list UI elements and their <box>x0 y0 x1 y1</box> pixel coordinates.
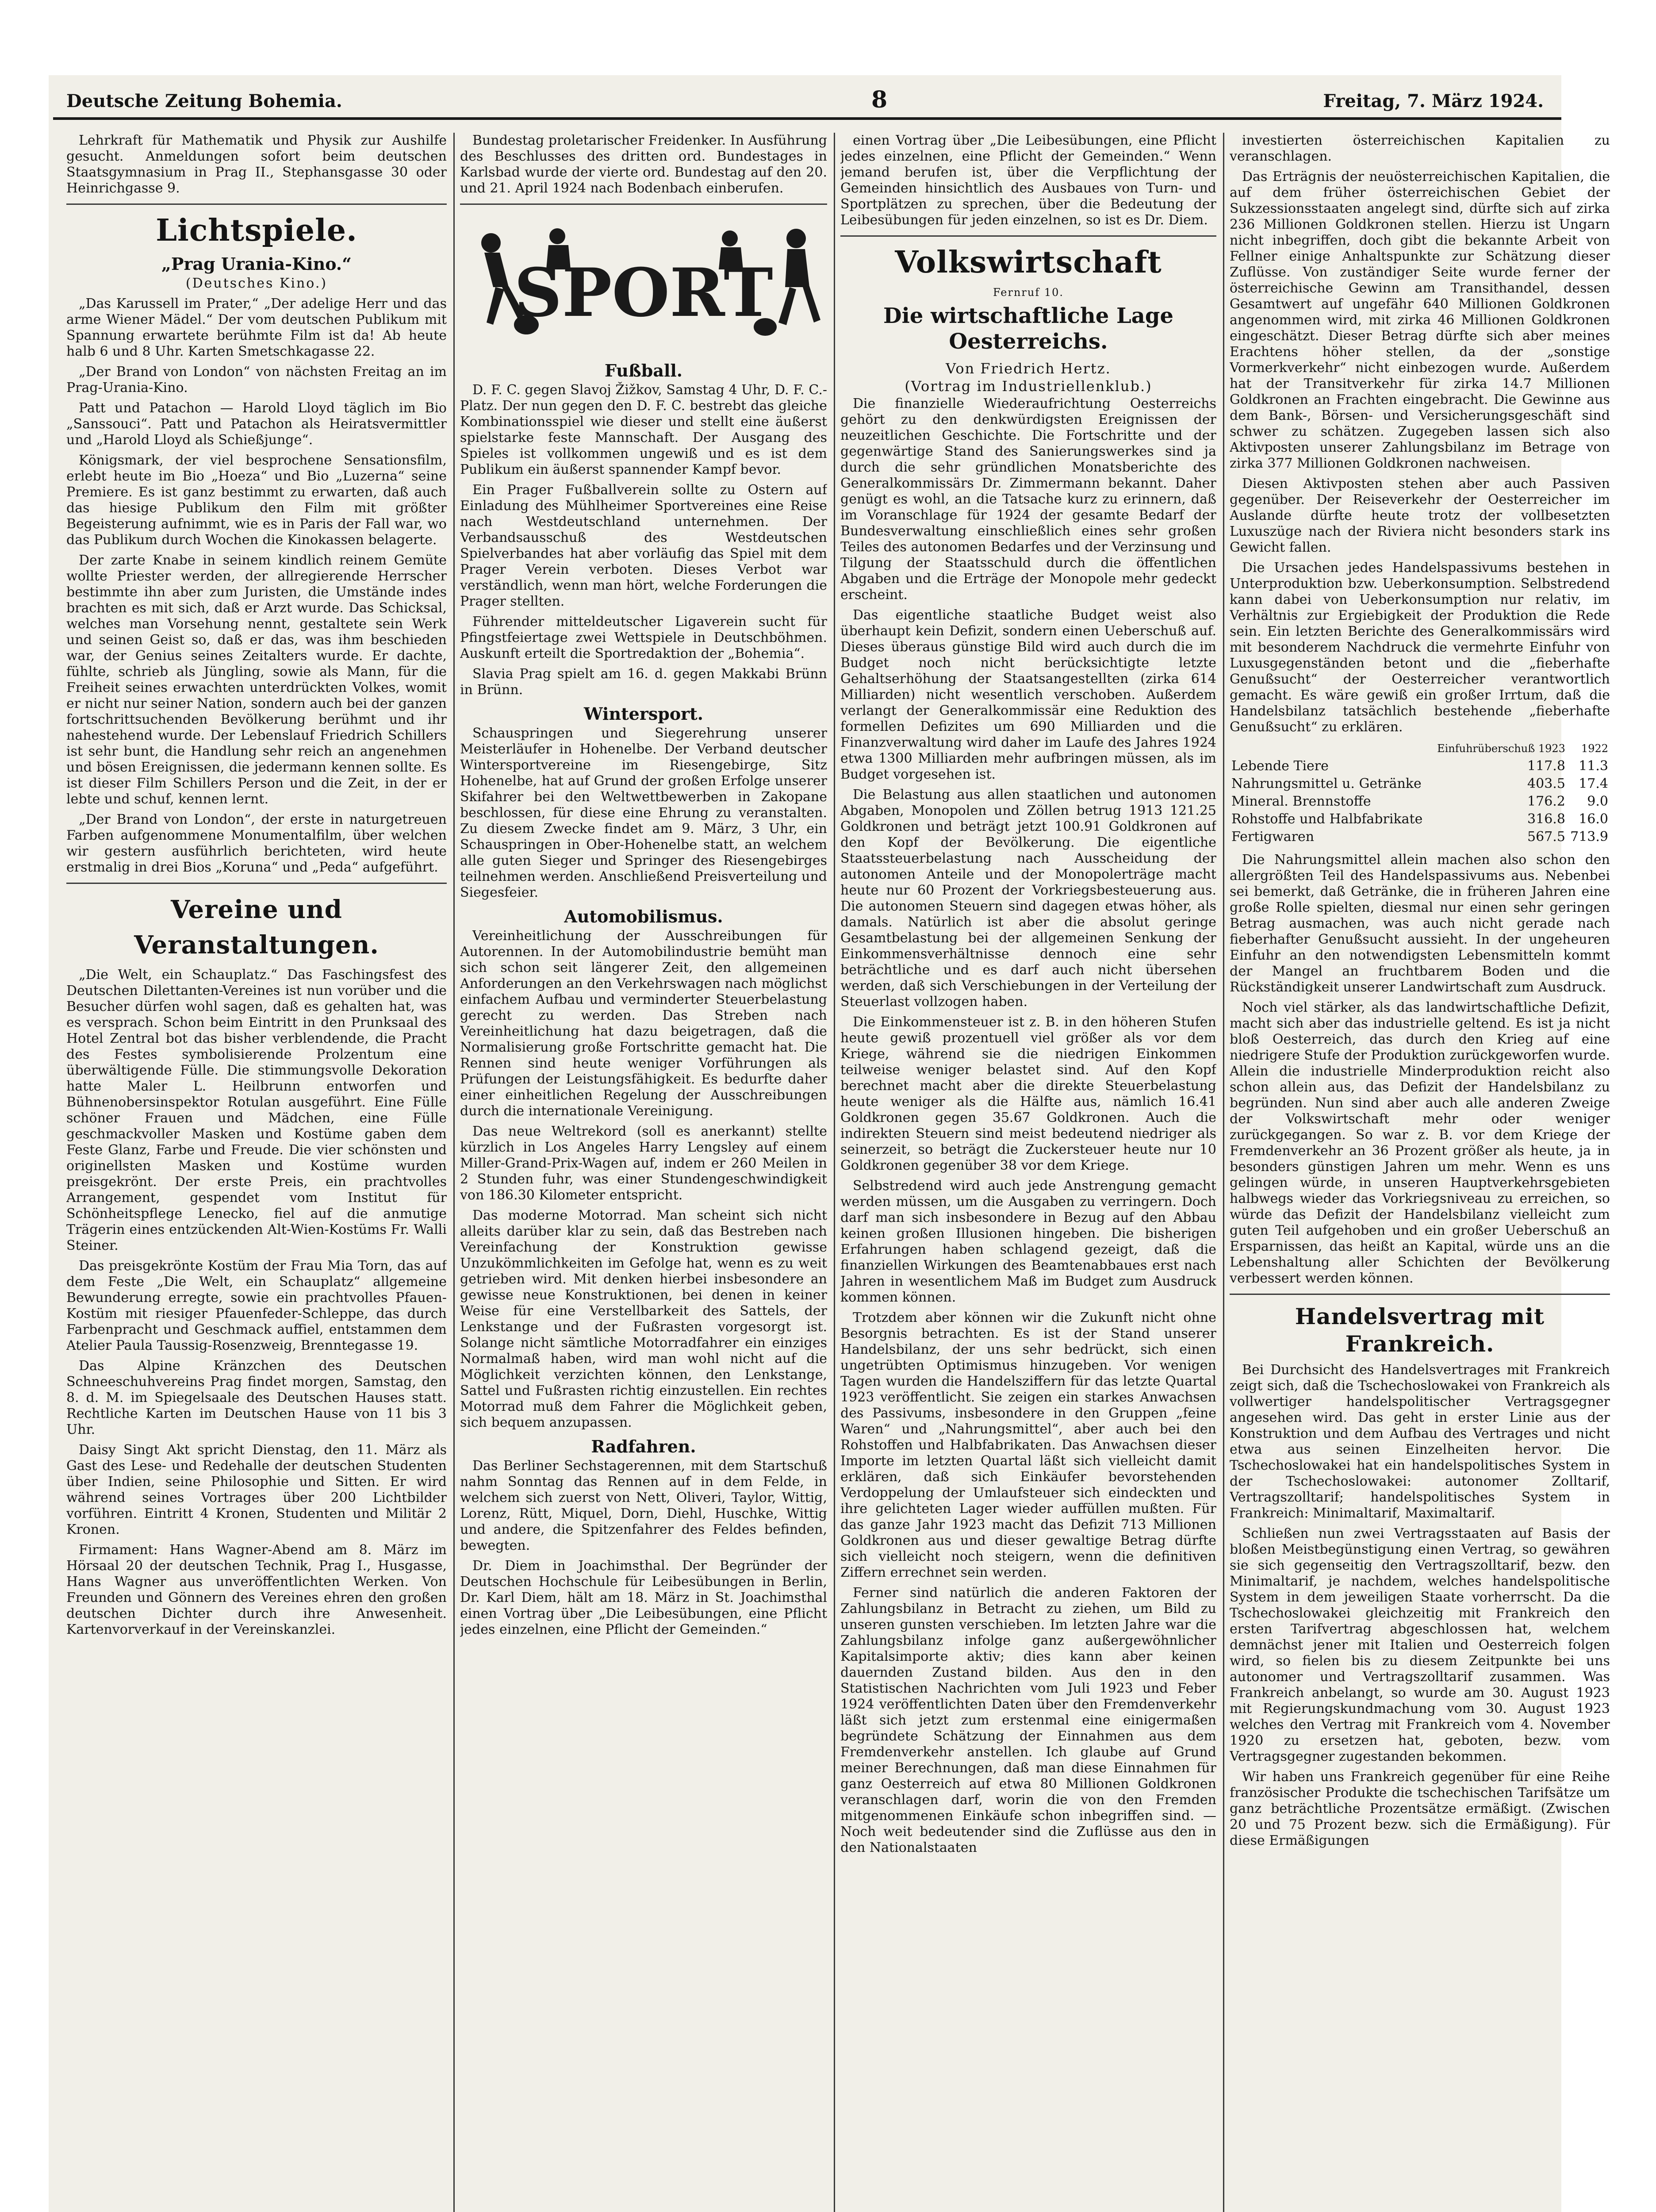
column-3 <box>840 133 1216 2212</box>
table-cell: 16.0 <box>1579 811 1608 827</box>
section-title-handelsvertrag: Handelsvertrag mit Frankreich. <box>1295 1303 1545 1357</box>
article-author: Von Friedrich Hertz. <box>946 360 1111 377</box>
article-paragraph: „Das Karussell im Prater,“ „Der adelige Herr und das arme Wiener Mädel.“ Der vom deutschen Publikum mit Spannung erwartete berühmte Film ist da! Ab heute halb 6 und 8 Uhr. Karten Smetschkagasse 22. <box>66 296 447 359</box>
table-row <box>1230 757 1610 775</box>
subsection-title-radfahren: Radfahren. <box>591 1436 696 1456</box>
table-cell: 713.9 <box>1570 829 1608 845</box>
page-number: 8 <box>871 86 888 113</box>
section-title-lichtspiele: Lichtspiele. <box>156 213 357 248</box>
article-paragraph: Vereinheitlichung der Ausschreibungen für Autorennen. In der Automobilindustrie bemüht man sich schon seit längerer Zeit, den allgemeinen Anforderungen an den Verkehrswagen nach möglichst einfachem Aufbau und verminderter Steuerbelastung gerecht zu werden. Das Streben nach Vereinheitlichung hat dazu beigetragen, daß die Normalisierung große Fortschritte gemacht hat. Die Rennen sind heute weniger Vorführungen als Prüfungen der Leistungsfähigkeit. Es bedurfte daher einer einheitlichen Regelung der Ausschreibungen durch die internationale Vereinigung. <box>460 928 827 1119</box>
table-cell: 9.0 <box>1587 794 1608 809</box>
divider <box>460 204 827 205</box>
article-paragraph: Slavia Prag spielt am 16. d. gegen Makkabi Brünn in Brünn. <box>460 666 827 698</box>
table-row <box>1230 793 1610 810</box>
table-cell: Mineral. Brennstoffe <box>1231 794 1371 809</box>
article-paragraph: D. F. C. gegen Slavoj Žižkov, Samstag 4 Uhr, D. F. C.-Platz. Der nun gegen den D. F. C. bestrebt das gleiche Kombinationsspiel wie dieser und stellt eine äußerst spielstarke feste Mannschaft. Der Ausgang des Spieles ist vollkommen ungewiß und es ist dem Publikum ein äußerst spannender Kampf bevor. <box>460 382 827 477</box>
divider <box>66 204 447 205</box>
table-cell: 17.4 <box>1579 776 1608 791</box>
table-cell: 176.2 <box>1527 794 1565 809</box>
column-1 <box>66 133 447 2212</box>
article-paragraph: Wir haben uns Frankreich gegenüber für eine Reihe französischer Produkte die tschechischen Tarifsätze um ganz beträchtliche Prozentsätze ermäßigt. (Zwischen 20 und 75 Prozent bezw. sich die Ermäßigung). Für diese Ermäßigungen <box>1230 1769 1610 1848</box>
article-paragraph: Die Nahrungsmittel allein machen also schon den allergrößten Teil des Handelspassivums aus. Nebenbei sei bemerkt, daß Getränke, die in früheren Jahren eine große Rolle spielten, diesmal nur einen sehr geringen Betrag ausmachen, was auch nicht gerade nach fieberhafter Genußsucht aussieht. In der ungeheuren Einfuhr an den notwendigsten Lebensmitteln kommt der Mangel an fruchtbarem Boden und die Rückständigkeit unserer Landwirtschaft zum Ausdruck. <box>1230 852 1610 995</box>
subsection-title-wintersport: Wintersport. <box>584 704 703 724</box>
column-4 <box>1230 133 1610 2212</box>
article-paragraph: „Die Welt, ein Schauplatz.“ Das Faschingsfest des Deutschen Dilettanten-Vereines ist nun vorüber und die Besucher dürfen wohl sagen, daß es gehalten hat, was es versprach. Schon beim Eintritt in den Prunksaal des Hotel Zentral bot das bisher verblendende, die Pracht des Festes symbolisierende Prolzentum eine überwältigende Fülle. Die stimmungsvolle Dekoration hatte Maler L. Heilbrunn entworfen und Bühnenobersinspektor Rotulan ausgeführt. Eine Fülle schöner Frauen und Mädchen, eine Fülle geschmackvoller Masken und Kostüme gaben dem Feste Glanz, Farbe und Freude. Die vier schönsten und originellsten Masken und Kostüme wurden preisgekrönt. Der erste Preis, ein prachtvolles Arrangement, gespendet vom Institut für Schönheitspflege Lenecko, fiel auf die anmutige Trägerin eines entzückenden Alt-Wien-Kostüms Fr. Walli Steiner. <box>66 967 447 1253</box>
article-paragraph: Dr. Diem in Joachimsthal. Der Begründer der Deutschen Hochschule für Leibesübungen in Berlin, Dr. Karl Diem, hält am 18. März in St. Joachimsthal einen Vortrag über „Die Leibesübungen, eine Pflicht jedes einzelnen, eine Pflicht der Gemeinden.“ <box>460 1558 827 1637</box>
article-paragraph: Königsmark, der viel besprochene Sensationsfilm, erlebt heute im Bio „Hoeza“ und Bio „Luzerna“ seine Premiere. Es ist ganz bestimmt zu erwarten, daß auch das hiesige Publikum den Film mit größter Begeisterung aufnimmt, wie es in Paris der Fall war, wo das Publikum durch Wochen die Kinokassen belagerte. <box>66 453 447 548</box>
article-paragraph: Führender mitteldeutscher Ligaverein sucht für Pfingstfeiertage zwei Wettspiele in Deutschböhmen. Auskunft erteilt die Sportredaktion der „Bohemia“. <box>460 614 827 661</box>
table-cell: Rohstoffe und Halbfabrikate <box>1231 811 1423 827</box>
article-paragraph: Ein Prager Fußballverein sollte zu Ostern auf Einladung des Mühlheimer Sportvereines eine Reise nach Westdeutschland unternehmen. Der Verbandsausschuß des Westdeutschen Spielverbandes hat aber vorläufig das Spiel mit dem Prager Verein verboten. Dieses Verbot war verständlich, wenn man hört, welche Forderungen die Prager stellten. <box>460 482 827 609</box>
section-title-vereine: Vereine und Veranstaltungen. <box>134 895 379 960</box>
phone-note: Fernruf 10. <box>993 286 1064 299</box>
table-cell: 316.8 <box>1527 811 1565 827</box>
article-venue: (Vortrag im Industriellenklub.) <box>905 378 1152 395</box>
article-paragraph: Das Berliner Sechstagerennen, mit dem Startschuß nahm Sonntag das Rennen auf in dem Felde, in welchem sich zuerst von Nett, Oliveri, Taylor, Wittig, Lorenz, Rütt, Miquel, Dorn, Diehl, Huschke, Wittig und andere, die Spitzenfahrer des Feldes befinden, bewegten. <box>460 1458 827 1553</box>
article-paragraph: einen Vortrag über „Die Leibesübungen, eine Pflicht jedes einzelnen, eine Pflicht der Gemeinden.“ Wenn jemand berufen ist, über die Verpflichtung der Gemeinden hinsichtlich des Ausbaues von Turn- und Sportplätzen zu sprechen, über die Bedeutung der Leibesübungen für jeden einzelnen, so ist es Dr. Diem. <box>840 133 1216 228</box>
table-cell: Fertigwaren <box>1231 829 1315 845</box>
article-paragraph: Noch viel stärker, als das landwirtschaftliche Defizit, macht sich aber das industrielle geltend. Es ist ja nicht bloß Oesterreich, das durch den Krieg auf eine niedrigere Stufe der Produktion zurückgeworfen wurde. Allein die industrielle Minderproduktion reicht also schon allein aus, das Defizit der Handelsbilanz zu begründen. Nun sind aber auch alle anderen Zweige der Volkswirtschaft mehr oder weniger zurückgegangen. So war z. B. vor dem Kriege der Fremdenverkehr an 36 Prozent größer als heute, ja in besonders günstigen Jahren um mehr. Wenn es uns gelingen würde, in unseren Hauptverkehrsgebieten halbwegs wieder das Vorkriegsniveau zu erreichen, so würde das Defizit der Handelsbilanz vielleicht zum guten Teil aufgehoben und ein großer Ueberschuß an Ersparnissen, das heißt an Kapital, würde uns an die Lebenshaltung aller Schichten der Bevölkerung verbessert werden können. <box>1230 1000 1610 1286</box>
article-paragraph: Das eigentliche staatliche Budget weist also überhaupt kein Defizit, sondern einen Ueberschuß auf. Dieses überaus günstige Bild wird auch durch die im Budget noch nicht berücksichtigte letzte Gehaltserhöhung der Staatsangestellten (zirka 614 Milliarden) nicht wesentlich verschoben. Außerdem verlangt der Generalkommissär eine Reduktion des formellen Defizites um 690 Milliarden und die Finanzverwaltung wird daher im Laufe des Jahres 1924 etwa 1300 Milliarden mehr aufbringen müssen, als im Budget vorgesehen ist. <box>840 607 1216 782</box>
page-header <box>53 77 1561 120</box>
table-header: 1922 <box>1581 742 1608 755</box>
article-paragraph: Das neue Weltrekord (soll es anerkannt) stellte kürzlich in Los Angeles Harry Lengsley auf einem Miller-Grand-Prix-Wagen auf, indem er 260 Meilen in 2 Stunden fuhr, was einer Stundengeschwindigkeit von 186.30 Kilometer entspricht. <box>460 1124 827 1203</box>
subsection-title-automobilismus: Automobilismus. <box>564 906 723 926</box>
section-title-volkswirtschaft: Volkswirtschaft <box>895 245 1162 280</box>
table-header: Einfuhrüberschuß 1923 <box>1437 742 1565 755</box>
notice: Lehrkraft für Mathematik und Physik zur Aushilfe gesucht. Anmeldungen sofort beim deutschen Staatsgymnasium in Prag II., Stephansgasse 30 oder Heinrichgasse 9. <box>66 133 447 196</box>
table-row <box>1230 828 1610 846</box>
table-cell: 117.8 <box>1527 758 1565 774</box>
table-cell: 11.3 <box>1579 758 1608 774</box>
article-paragraph: Daisy Singt Akt spricht Dienstag, den 11. März als Gast des Lese- und Redehalle der deutschen Studenten über Indien, seine Philosophie und Sitten. Er wird während seines Vortrages über 200 Lichtbilder vorführen. Eintritt 4 Kronen, Studenten und Militär 2 Kronen. <box>66 1442 447 1537</box>
column-rule <box>453 133 455 2212</box>
article-paragraph: Die Ursachen jedes Handelspassivums bestehen in Unterproduktion bzw. Ueberkonsumption. Selbstredend kann dabei von Ueberkonsumption nur relativ, im Verhältnis zur Ergiebigkeit der Produktion die Rede sein. Ein letzten Berichte des Generalkommissärs wird mit besonderem Nachdruck die vermehrte Einfuhr von Luxusgegenständen betont und die „fieberhafte Genußsucht“ der Oesterreicher verantwortlich gemacht. Es wäre gewiß ein großer Irrtum, daß die Handelsbilanz tatsächlich bestehende „fieberhafte Genußsucht“ zu erklären. <box>1230 560 1610 735</box>
sport-banner-illustration <box>460 212 827 345</box>
table-header-row <box>1230 740 1610 757</box>
article-paragraph: Der zarte Knabe in seinem kindlich reinem Gemüte wollte Priester werden, der allregierende Herrscher bestimmte ihn aber zum Juristen, die Umstände indes brachten es mit sich, daß er Arzt wurde. Das Schicksal, welches man Vorsehung nennt, gestaltete sein Werk und seinen Geist so, daß er das, was ihm beschieden war, der Genius seines Zeitalters wurde. Er dachte, fühlte, schrieb als Jüngling, sowie als Mann, für die Freiheit seines erwachten unterdrückten Volkes, womit er nicht nur seiner Nation, sondern auch bei der ganzen fortschrittsuchenden Bevölkerung berühmt und ihr nahestehend wurde. Der Lebenslauf Friedrich Schillers ist sehr bunt, die Handlung sehr reich an angenehmen und bösen Ereignissen, die jedermann kennen sollte. Es ist dieser Film Schillers Person und die Zeit, in der er lebte und schuf, kennen lernt. <box>66 553 447 807</box>
article-paragraph: investierten österreichischen Kapitalien zu veranschlagen. <box>1230 133 1610 164</box>
divider <box>840 235 1216 237</box>
article-paragraph: Die Belastung aus allen staatlichen und autonomen Abgaben, Monopolen und Zöllen betrug 1913 121.25 Goldkronen und beträgt jetzt 100.91 Goldkronen auf den Kopf der Bevölkerung. Die eigentliche Staatssteuerbelastung nach Ausscheidung der autonomen Anteile und der Monopolerträge macht heute nur 60 Prozent der Vorkriegsbesteuerung aus. Die autonomen Steuern sind dagegen etwas höher, als damals. Natürlich ist aber die absolut geringe Gesamtbelastung bei der allgemeinen Senkung der Einkommensverhältnisse dennoch eine sehr beträchtliche und es darf auch nicht übersehen werden, daß sich Verschiebungen in der Verteilung der Steuerlast vollzogen haben. <box>840 787 1216 1010</box>
article-paragraph: Selbstredend wird auch jede Anstrengung gemacht werden müssen, um die Ausgaben zu verringern. Doch darf man sich insbesondere in Bezug auf den Abbau keinen großen Illusionen hingeben. Die bisherigen Erfahrungen haben schlagend gezeigt, daß die finanziellen Wirkungen des Beamtenabbaues erst nach Jahren in wesentlichem Maß im Budget zum Ausdruck kommen können. <box>840 1178 1216 1305</box>
article-paragraph: „Der Brand von London“ von nächsten Freitag an im Prag-Urania-Kino. <box>66 364 447 396</box>
article-paragraph: Die finanzielle Wiederaufrichtung Oesterreichs gehört zu den denkwürdigsten Ereignissen der neuzeitlichen Geschichte. Die Fortschritte und der gegenwärtige Stand des Sanierungswerkes sind ja durch die sehr gründlichen Monatsberichte des Generalkommissärs Dr. Zimmermann bekannt. Daher genügt es wohl, an die Tatsache kurz zu erinnern, daß im Voranschlage für 1924 der gesamte Bedarf der Bundesverwaltung einschließlich eines sehr großen Teiles des autonomen Bedarfes und der Verzinsung und Tilgung der Staatsschuld durch die öffentlichen Abgaben und die Erträge der Monopole mehr gedeckt erscheint. <box>840 396 1216 603</box>
divider <box>1230 1294 1610 1295</box>
table-row <box>1230 810 1610 828</box>
article-headline: Die wirtschaftliche Lage Oesterreichs. <box>883 303 1173 354</box>
article-paragraph: Das moderne Motorrad. Man scheint sich nicht alleits darüber klar zu sein, daß das Bestreben nach Vereinfachung der Konstruktion gewisse Unzukömmlichkeiten im Gefolge hat, wenn es zu weit getrieben wird. Mit denken hierbei insbesondere an gewisse neue Konstruktionen, bei denen in keiner Weise für eine Verstellbarkeit des Sattels, der Lenkstange und der Fußrasten vorgesorgt ist. Solange nicht sämtliche Motorradfahrer ein einziges Normalmaß haben, wird man wohl nicht auf die Möglichkeit verzichten können, den Lenkstange, Sattel und Fußrasten richtig einzustellen. Ein rechtes Motorrad muß dem Fahrer die Möglichkeit geben, sich bequem anzupassen. <box>460 1208 827 1430</box>
cinema-title: „Prag Urania-Kino.“ <box>161 254 352 274</box>
table-row <box>1230 775 1610 793</box>
article-paragraph: Ferner sind natürlich die anderen Faktoren der Zahlungsbilanz in Betracht zu ziehen, um Bild zu unseren gunsten verschieben. Im letzten Jahre war die Zahlungsbilanz infolge ganz außergewöhnlicher Kapitalsimporte aktiv; dies kann aber keinen dauernden Zustand bilden. Aus den in den Statistischen Nachrichten vom Juli 1923 und Feber 1924 veröffentlichten Daten über den Fremdenverkehr läßt sich jetzt zum erstenmal eine einigermaßen begründete Schätzung der Einnahmen aus dem Fremdenverkehr anstellen. Ich glaube auf Grund meiner Berechnungen, daß man diese Einnahmen für ganz Oesterreich auf etwa 80 Millionen Goldkronen veranschlagen darf, worin die von den Fremden mitgenommenen Einkäufe schon inbegriffen sind. — Noch weit bedeutender sind die Zuflüsse aus den in den Nationalstaaten <box>840 1585 1216 1855</box>
masthead-title: Deutsche Zeitung Bohemia. <box>66 91 342 111</box>
article-paragraph: Trotzdem aber können wir die Zukunft nicht ohne Besorgnis betrachten. Es ist der Stand unserer Handelsbilanz, der uns sehr bedrückt, sich einen ungetrübten Optimismus hinzugeben. Vor wenigen Tagen wurden die Handelsziffern für das letzte Quartal 1923 veröffentlicht. Sie zeigen ein starkes Anwachsen des Passivums, insbesondere in den Gruppen „feine Waren“ und „Nahrungsmittel“, aber auch bei den Rohstoffen und Halbfabrikaten. Das Anwachsen dieser Importe im letzten Quartal läßt sich vielleicht damit erklären, daß sich Einkäufer bevorstehenden Verdoppelung der Umlaufsteuer sich eindeckten und ihre gelichteten Lager wieder auffüllen mußten. Für das ganze Jahr 1923 macht das Defizit 713 Millionen Goldkronen aus und dieser gewaltige Betrag dürfte sich vielleicht noch steigern, wenn die definitiven Ziffern errechnet sein werden. <box>840 1310 1216 1580</box>
table-cell: 403.5 <box>1527 776 1565 791</box>
article-paragraph: Das Alpine Kränzchen des Deutschen Schneeschuhvereins Prag findet morgen, Samstag, den 8. d. M. im Spiegelsaale des Deutschen Hauses statt. Rechtliche Karten im Deutschen Hause von 11 bis 3 Uhr. <box>66 1358 447 1437</box>
article-paragraph: Die Einkommensteuer ist z. B. in den höheren Stufen heute gewiß prozentuell viel größer als vor dem Kriege, während sie die niedrigen Einkommen teilweise weniger belastet sind. Auf den Kopf berechnet macht aber die direkte Steuerbelastung heute weniger als die Hälfte aus, nämlich 16.41 Goldkronen gegen 35.67 Goldkronen. Auch die indirekten Steuern sind meist bedeutend niedriger als seinerzeit, so beträgt die Zuckersteuer heute nur 10 Goldkronen gegenüber 38 vor dem Kriege. <box>840 1014 1216 1173</box>
import-statistics-table <box>1230 740 1610 846</box>
table-cell: Nahrungsmittel u. Getränke <box>1231 776 1422 791</box>
issue-date: Freitag, 7. März 1924. <box>1323 91 1544 111</box>
cinema-subtitle: (Deutsches Kino.) <box>185 276 328 291</box>
table-cell: Lebende Tiere <box>1231 758 1329 774</box>
table-cell: 567.5 <box>1527 829 1565 845</box>
article-paragraph: Bundestag proletarischer Freidenker. In Ausführung des Beschlusses des dritten ord. Bundestages in Karlsbad wurde der vierte ord. Bundestag auf den 20. und 21. April 1924 nach Bodenbach einberufen. <box>460 133 827 196</box>
subsection-title-fussball: Fußball. <box>604 361 683 380</box>
article-paragraph: Diesen Aktivposten stehen aber auch Passiven gegenüber. Der Reiseverkehr der Oesterreicher im Auslande dürfte heute trotz der vollbesetzten Luxuszüge nach der Riviera nicht besonders stark ins Gewicht fallen. <box>1230 476 1610 555</box>
article-paragraph: Das Erträgnis der neuösterreichischen Kapitalien, die auf dem früher österreichischen Gebiet der Sukzessionsstaaten angelegt sind, dürfte sich auf zirka 236 Millionen Goldkronen stellen. Hierzu ist Ungarn nicht inbegriffen, doch gibt die bekannte Arbeit von Fellner einige Anhaltspunkte zur Schätzung dieser Zuflüsse. Von zuständiger Seite wurde ferner der österreichische Gewinn am Transithandel, dessen Gesamtwert auf ungefähr 640 Millionen Goldkronen angenommen wird, mit zirka 46 Millionen Goldkronen eingeschätzt. Dieser Betrag dürfte sich aber meines Erachtens höher stellen, da der „sonstige Vormerkverkehr“ nicht einbezogen wurde. Außerdem hat der Transitverkehr für zirka 14.7 Millionen Goldkronen an Frachten eingebracht. Die Gewinne aus dem Bank-, Börsen- und Versicherungsgeschäft sind schwer zu schätzen. Zugegeben lassen sich also Aktivposten unserer Zahlungsbilanz im Betrage von zirka 377 Millionen Goldkronen nachweisen. <box>1230 169 1610 471</box>
article-paragraph: „Der Brand von London“, der erste in naturgetreuen Farben aufgenommene Monumentalfilm, über welchen wir gestern ausführlich berichteten, wird heute erstmalig in drei Bios „Koruna“ und „Peda“ aufgeführt. <box>66 812 447 875</box>
article-paragraph: Schließen nun zwei Vertragsstaaten auf Basis der bloßen Meistbegünstigung einen Vertrag, so gewähren sie sich gegenseitig den Vertragszolltarif, bezw. den Minimaltarif, je nachdem, welches handelspolitische System in dem jeweiligen Staate vorherrscht. Da die Tschechoslowakei gleichzeitig mit Frankreich den ersten Tarifvertrag abgeschlossen hat, welchem demnächst jener mit Italien und Oesterreich folgen wird, so fielen bis zu diesem Zeitpunkte bei uns autonomer und Vertragszolltarif zusammen. Was Frankreich anbelangt, so wurde am 30. August 1923 mit Regierungskundmachung vom 30. August 1923 welches den Vertrag mit Frankreich vom 4. November 1920 zu ersetzen hat, geboten, bezw. vom Vertragsgegner zugestanden bekommen. <box>1230 1526 1610 1764</box>
column-2 <box>460 133 827 2212</box>
article-paragraph: Patt und Patachon — Harold Lloyd täglich im Bio „Sanssouci“. Patt und Patachon als Heiratsvermittler und „Harold Lloyd als Schießjunge“. <box>66 400 447 448</box>
article-paragraph: Bei Durchsicht des Handelsvertrages mit Frankreich zeigt sich, daß die Tschechoslowakei von Frankreich als vollwertiger handelspolitischer Vertragsgegner angesehen wird. Das geht in erster Linie aus der Konstruktion und dem Aufbau des Vertrages und nicht etwa aus seinen Einzelheiten hervor. Die Tschechoslowakei hat ein handelspolitisches System in der Tschechoslowakei: autonomer Zolltarif, Vertragszolltarif; handelspolitisches System in Frankreich: Minimaltarif, Maximaltarif. <box>1230 1362 1610 1521</box>
column-rule <box>834 133 835 2212</box>
article-paragraph: Schauspringen und Siegerehrung unserer Meisterläufer in Hohenelbe. Der Verband deutscher Wintersportvereine im Riesengebirge, Sitz Hohenelbe, hat auf Grund der großen Erfolge unserer Skifahrer bei den Weltwettbewerben in Zakopane beschlossen, für diese eine Ehrung zu veranstalten. Zu diesem Zwecke findet am 9. März, 3 Uhr, ein Schauspringen in Ober-Hohenelbe statt, an welchem alle guten Sieger und Springer des Riesengebirges teilnehmen werden. Anschließend Preisverteilung und Siegesfeier. <box>460 726 827 900</box>
column-rule <box>1223 133 1224 2212</box>
divider <box>66 883 447 884</box>
sport-word: SPORT <box>514 254 773 332</box>
article-paragraph: Firmament: Hans Wagner-Abend am 8. März im Hörsaal 20 der deutschen Technik, Prag I., Husgasse, Hans Wagner aus unveröffentlichten Werken. Von Freunden und Gönnern des Vereines ehren den großen deutschen Dichter durch ihre Anwesenheit. Kartenvorverkauf in der Vereinskanzlei. <box>66 1542 447 1637</box>
article-paragraph: Das preisgekrönte Kostüm der Frau Mia Torn, das auf dem Feste „Die Welt, ein Schauplatz“ allgemeine Bewunderung erregte, sowie ein prachtvolles Pfauen-Kostüm mit riesiger Pfauenfeder-Schleppe, das durch Farbenpracht und Geschmack auffiel, entstammen dem Atelier Paula Taussig-Rosenzweig, Brenntegasse 19. <box>66 1258 447 1353</box>
